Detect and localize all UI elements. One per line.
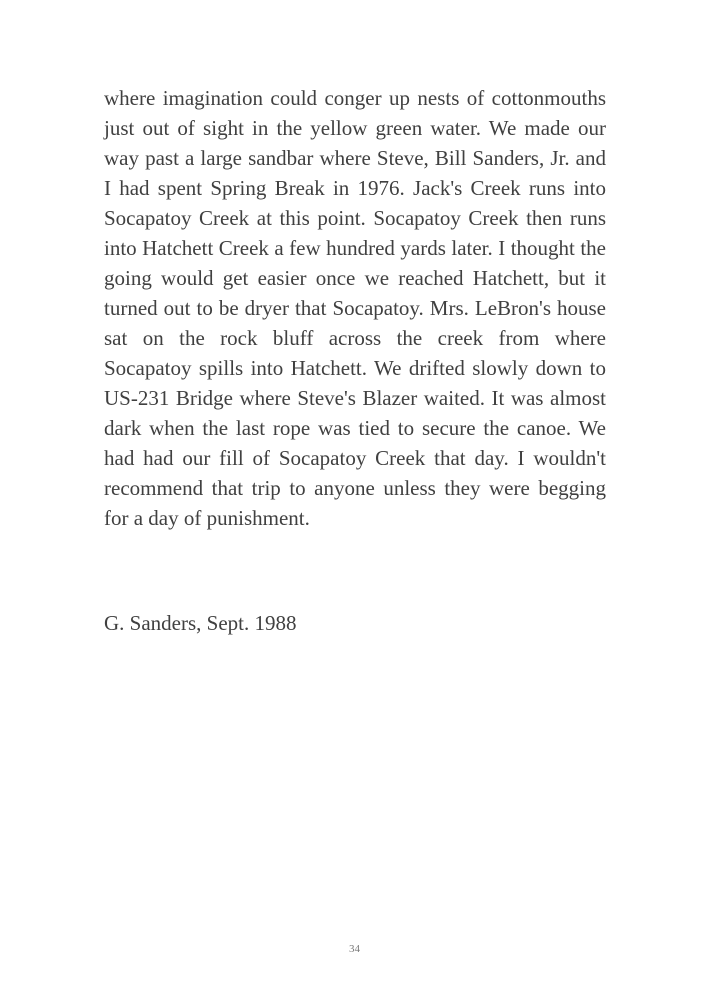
body-paragraph: where imagination could conger up nests of cottonmouths just out of sight in the yellow green water. We made our way past a large sandbar where Steve, Bill Sanders, Jr. and I had spent Spring Break in 1976. Jack's Creek runs into Socapatoy Creek at this point. Socapatoy Creek then runs into Hatchett Creek a few hundred yards later. I thought the going would get easier once we reached Hatchett, but it turned out to be dryer that Socapatoy. Mrs. LeBron's house sat on the rock bluff across the creek from where Socapatoy spills into Hatchett. We drifted slowly down to US-231 Bridge where Steve's Blazer waited. It was almost dark when the last rope was tied to secure the canoe. We had had our fill of Socapatoy Creek that day. I wouldn't recommend that trip to anyone unless they were begging for a day of punishment. xyxy=(104,86,606,530)
author-signature-line: G. Sanders, Sept. 1988 xyxy=(104,611,297,635)
page-number: 34 xyxy=(349,943,360,955)
